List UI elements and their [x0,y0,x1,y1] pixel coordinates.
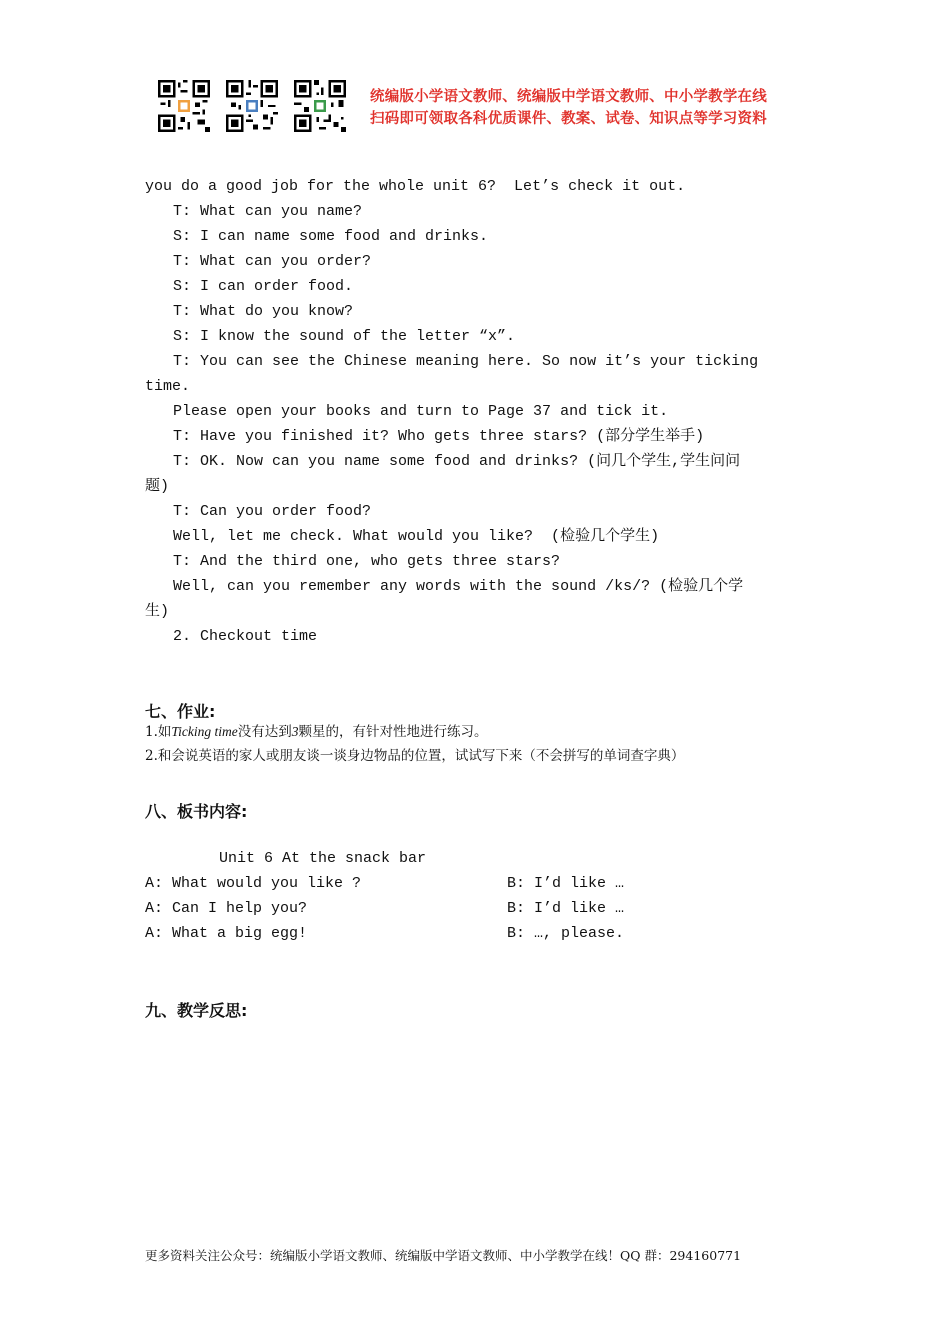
dialogue-line: T: And the third one, who gets three stars? [173,553,561,570]
homework-heading: 七、作业: [145,702,216,721]
board-row-a: A: Can I help you? [145,900,308,917]
board-row-a: A: What would you like ? [145,875,362,892]
dialogue-line: 生) [145,603,170,620]
homework-item-1-num: 1. [145,724,158,740]
dialogue-line: you do a good job for the whole unit 6? Let’s check it out. [145,178,686,195]
board-row-a: A: What a big egg! [145,925,308,942]
qr-code-3 [294,80,346,132]
homework-item-1-mid: 没有达到 [237,724,292,740]
homework-item-1-pre: 如 [157,724,172,740]
dialogue-line: T: Have you finished it? Who gets three stars? (部分学生举手) [173,428,705,445]
qr-code-row [158,80,346,132]
page-footer: 更多资料关注公众号：统编版小学语文教师、统编版中学语文教师、中小学教学在线！QQ 群：294160771 [145,1248,742,1263]
dialogue-line: Please open your books and turn to Page 37 and tick it. [173,403,669,420]
board-unit-title: Unit 6 At the snack bar [219,850,427,867]
homework-item-1-post: 颗星的，有针对性地进行练习。 [298,724,488,740]
dialogue-line: Well, can you remember any words with the sound /ks/? (检验几个学 [173,578,744,595]
reflection-heading: 九、教学反思: [145,1001,248,1020]
banner-line-2: 扫码即可领取各科优质课件、教案、试卷、知识点等学习资料 [370,111,767,127]
homework-item-2: 2.和会说英语的家人或朋友谈一谈身边物品的位置，试试写下来（不会拼写的单词查字典） [145,748,685,764]
dialogue-line: T: What can you order? [173,253,372,270]
dialogue-line: T: You can see the Chinese meaning here. So now it’s your ticking [173,353,759,370]
dialogue-line: 题) [145,478,170,495]
homework-item-1-count: 3 [291,724,299,739]
dialogue-line: T: What do you know? [173,303,354,320]
dialogue-line: Well, let me check. What would you like? (检验几个学生) [173,528,660,545]
dialogue-line: time. [145,378,191,395]
dialogue-line: T: What can you name? [173,203,363,220]
dialogue-line: S: I can name some food and drinks. [173,228,489,245]
qr-code-1 [158,80,210,132]
board-row-b: B: I’d like … [507,900,625,917]
qr-code-2 [226,80,278,132]
homework-item-1 [145,721,488,743]
board-row-b: B: …, please. [507,925,625,942]
dialogue-line: T: OK. Now can you name some food and drinks? (问几个学生,学生问问 [173,453,741,470]
dialogue-line: 2. Checkout time [173,628,318,645]
board-row-b: B: I’d like … [507,875,625,892]
board-heading: 八、板书内容: [145,802,248,821]
homework-item-1-term: Ticking time [171,724,238,739]
promo-banner [370,86,767,130]
dialogue-line: S: I know the sound of the letter “x”. [173,328,516,345]
dialogue-line: S: I can order food. [173,278,354,295]
banner-line-1: 统编版小学语文教师、统编版中学语文教师、中小学教学在线 [370,89,767,105]
dialogue-line: T: Can you order food? [173,503,372,520]
